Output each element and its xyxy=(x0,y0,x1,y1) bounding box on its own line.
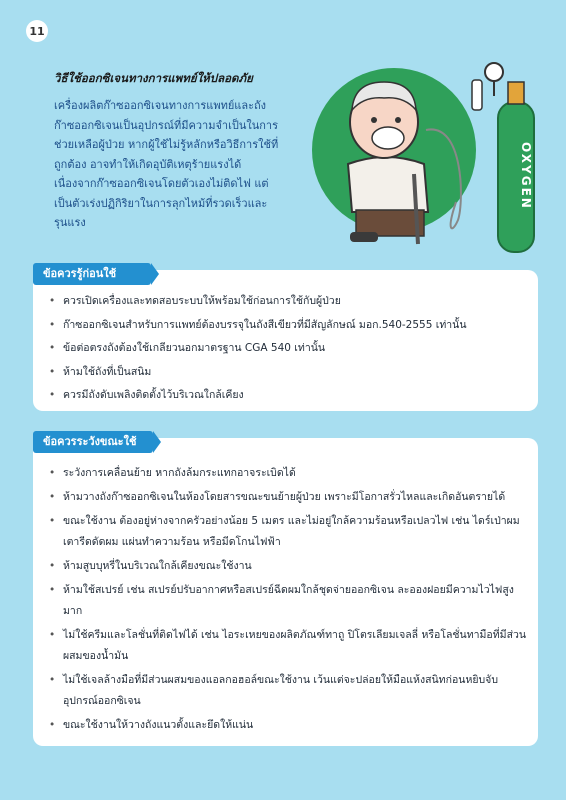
person-foot xyxy=(350,232,378,242)
flowmeter xyxy=(472,80,482,110)
list-item: • ควรเปิดเครื่องและทดสอบระบบให้พร้อมใช้ก่อนการใช้กับผู้ป่วย xyxy=(49,293,524,317)
section1-list xyxy=(49,293,524,411)
list-item: • ห้ามสูบบุหรี่ในบริเวณใกล้เคียงขณะใช้งาน xyxy=(49,556,529,577)
oxygen-mask xyxy=(372,127,404,149)
intro-title: วิธีใช้ออกซิเจนทางการแพทย์ให้ปลอดภัย xyxy=(54,71,253,85)
pressure-gauge-icon xyxy=(485,63,503,81)
section2-title: ข้อควรระวังขณะใช้ xyxy=(33,431,153,453)
list-item: • ห้ามใช้สเปรย์ เช่น สเปรย์ปรับอากาศหรือสเปรย์ฉีดผมใกล้ชุดจ่ายออกซิเจน ละอองฝอยมีความไวไฟสูงมาก xyxy=(49,580,529,622)
list-item: • ไม่ใช้ครีมและโลชั่นที่ติดไฟได้ เช่น ไอระเหยของผลิตภัณฑ์ทาถู ปิโตรเลียมเจลลี่ หรือโลชั่นทามือที่มีส่วนผสมของน้ำมัน xyxy=(49,625,529,667)
page-number: 11 xyxy=(26,20,48,42)
list-item: • ไม่ใช้เจลล้างมือที่มีส่วนผสมของแอลกอฮอล์ขณะใช้งาน เว้นแต่จะปล่อยให้มือแห้งสนิทก่อนหยิบจับอุปกรณ์ออกซิเจน xyxy=(49,670,529,712)
list-item: • ก๊าซออกซิเจนสำหรับการแพทย์ต้องบรรจุในถังสีเขียวที่มีสัญลักษณ์ มอก.540-2555 เท่านั้น xyxy=(49,317,524,341)
list-item: • ขณะใช้งานให้วางถังแนวตั้งและยึดให้แน่น xyxy=(49,715,529,736)
list-item: • ควรมีถังดับเพลิงติดตั้งไว้บริเวณใกล้เคียง xyxy=(49,387,524,411)
list-item: • ขณะใช้งาน ต้องอยู่ห่างจากครัวอย่างน้อย 5 เมตร และไม่อยู่ใกล้ความร้อนหรือเปลวไฟ เช่น ไดร์เป่าผม เตารีดดัดผม แผ่นทำความร้อน หรือมีดโกนไฟฟ้า xyxy=(49,511,529,553)
tank-valve xyxy=(508,82,524,104)
section1-title: ข้อควรรู้ก่อนใช้ xyxy=(33,263,151,285)
elderly-oxygen-illustration xyxy=(296,52,548,260)
list-item: • ห้ามวางถังก๊าซออกซิเจนในห้องโดยสารขณะขนย้ายผู้ป่วย เพราะมีโอกาสรั่วไหลและเกิดอันตรายได้ xyxy=(49,487,529,508)
list-item: • ระวังการเคลื่อนย้าย หากถังล้มกระแทกอาจระเบิดได้ xyxy=(49,463,529,484)
list-item: • ห้ามใช้ถังที่เป็นสนิม xyxy=(49,364,524,388)
section2-list xyxy=(49,463,529,739)
tank-label: OXYGEN xyxy=(519,142,533,210)
intro-body: เครื่องผลิตก๊าซออกซิเจนทางการแพทย์และถังก๊าซออกซิเจนเป็นอุปกรณ์ที่มีความจำเป็นในการช่วยเหลือผู้ป่วย หากผู้ใช้ไม่รู้หลักหรือวิธีการใช้ที่ถูกต้อง อาจทำให้เกิดอุบัติเหตุร้ายแรงได้ เนื่องจากก๊าซออกซิเจนโดยตัวเองไม่ติดไฟ แต่เป็นตัวเร่งปฏิกิริยาในการลุกไหม้ที่รวดเร็วและรุนแรง xyxy=(54,99,279,229)
list-item: • ข้อต่อตรงถังต้องใช้เกลียวนอกมาตรฐาน CGA 540 เท่านั้น xyxy=(49,340,524,364)
